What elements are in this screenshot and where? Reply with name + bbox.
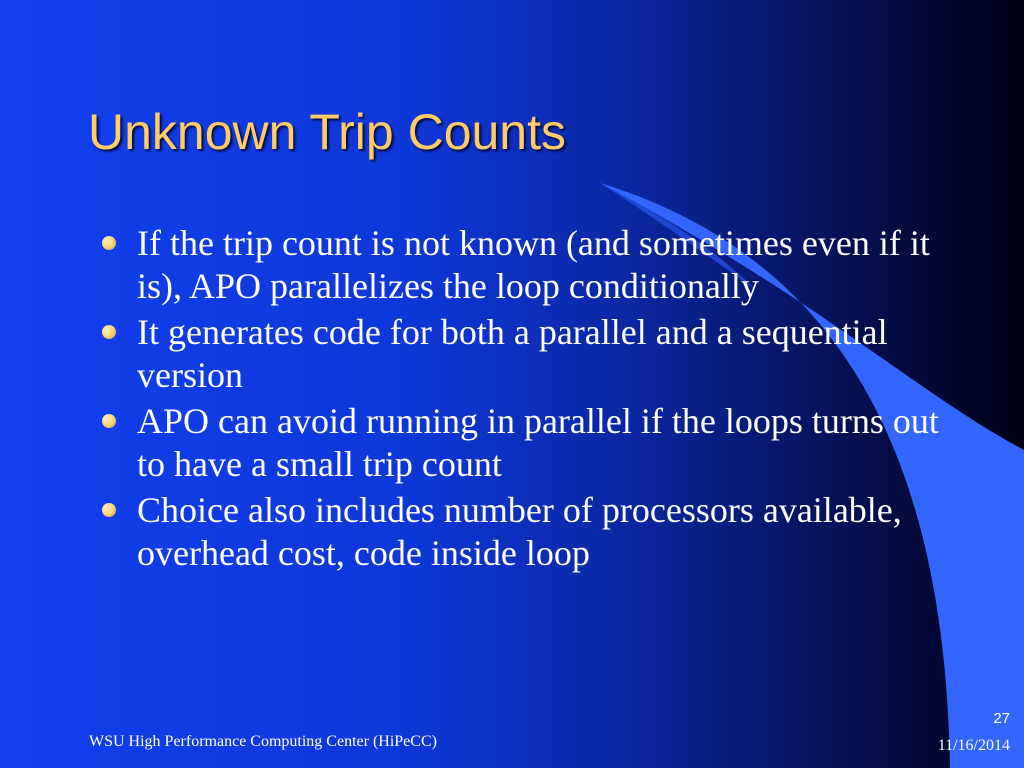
slide-date: 11/16/2014 — [937, 737, 1010, 754]
page-number: 27 — [993, 710, 1010, 727]
bullet-item — [100, 311, 940, 397]
bullet-text: APO can avoid running in parallel if the loops turns out to have a small trip count — [137, 401, 939, 484]
bullet-text: Choice also includes number of processors available, overhead cost, code inside loop — [137, 490, 902, 573]
bullet-dot-icon — [102, 236, 116, 250]
bullet-item — [100, 222, 940, 308]
bullet-item — [100, 400, 940, 486]
bullet-text: If the trip count is not known (and sometimes even if it is), APO parallelizes the loop conditionally — [137, 223, 930, 306]
bullet-list — [100, 222, 940, 578]
bullet-dot-icon — [102, 325, 116, 339]
footer-text: WSU High Performance Computing Center (HiPeCC) — [89, 733, 437, 750]
bullet-text: It generates code for both a parallel and a sequential version — [137, 312, 888, 395]
slide-title: Unknown Trip Counts — [88, 104, 567, 160]
bullet-dot-icon — [102, 414, 116, 428]
bullet-item — [100, 489, 940, 575]
bullet-dot-icon — [102, 503, 116, 517]
